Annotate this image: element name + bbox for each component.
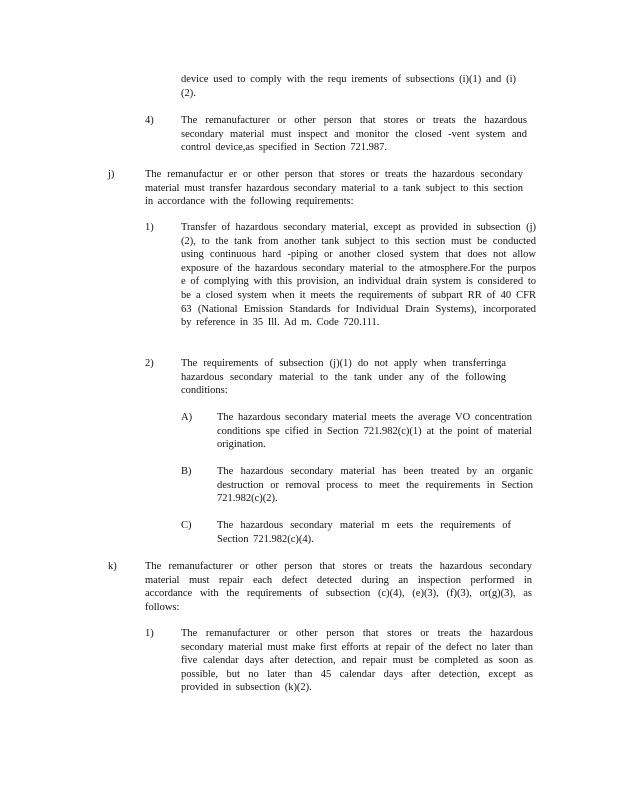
item-j2-label: 2) [145, 358, 154, 369]
item-j2a-label: A) [181, 412, 193, 423]
item-j2c-text: The hazardous secondary material m eets the requirements of Section 721.982(c)(4). [217, 520, 511, 545]
item-j2c-label: C) [181, 520, 192, 531]
item-j2b-label: B) [181, 466, 192, 477]
item-4-text: The remanufacturer or other person that stores or treats the hazardous secondary material must inspect and monitor the closed -vent system and control device,as specified in Section 721.987. [181, 115, 527, 154]
subsection-k-label: k) [108, 561, 117, 572]
subsection-k-text: The remanufacturer or other person that stores or treats the hazardous secondary material must repair each defect detected during an inspection performed in accordance with the requirements of subsection (c)(4), (e)(3), (f)(3), or(g)(3), as follows: [145, 561, 532, 613]
subsection-j-label: j) [108, 169, 115, 180]
intro-continuation-text: device used to comply with the requ irements of subsections (i)(1) and (i)(2). [181, 74, 516, 99]
item-j1-label: 1) [145, 222, 154, 233]
item-j1-text: Transfer of hazardous secondary material, except as provided in subsection (j)(2), to the tank from another tank subject to this section must be conducted using continuous hard -piping or another closed system that does not allow exposure of the hazardous secondary material to the atmosphere.For the purpos e of complying with this provision, an individual drain system is considered to be a closed system when it meets the requirements of subpart RR of 40 CFR 63 (National Emission Standards for Individual Drain Systems), incorporated by reference in 35 Ill. Ad m. Code 720.111. [181, 222, 536, 329]
item-j2b-text: The hazardous secondary material has been treated by an organic destruction or removal process to meet the requirements in Section 721.982(c)(2). [217, 466, 533, 505]
item-k1-label: 1) [145, 628, 154, 639]
subsection-j-text: The remanufactur er or other person that stores or treats the hazardous secondary material must transfer hazardous secondary material to a tank subject to this section in accordance with the following requirements: [145, 169, 523, 208]
item-4-label: 4) [145, 115, 154, 126]
item-j2-text: The requirements of subsection (j)(1) do not apply when transferringa hazardous secondary material to the tank under any of the following conditions: [181, 358, 506, 397]
item-k1-text: The remanufacturer or other person that stores or treats the hazardous secondary material must make first efforts at repair of the defect no later than five calendar days after detection, and repair must be completed as soon as possible, but no later than 45 calendar days after detection, except as provided in subsection (k)(2). [181, 628, 533, 694]
item-j2a-text: The hazardous secondary material meets the average VO concentration conditions spe cified in Section 721.982(c)(1) at the point of material origination. [217, 412, 532, 451]
